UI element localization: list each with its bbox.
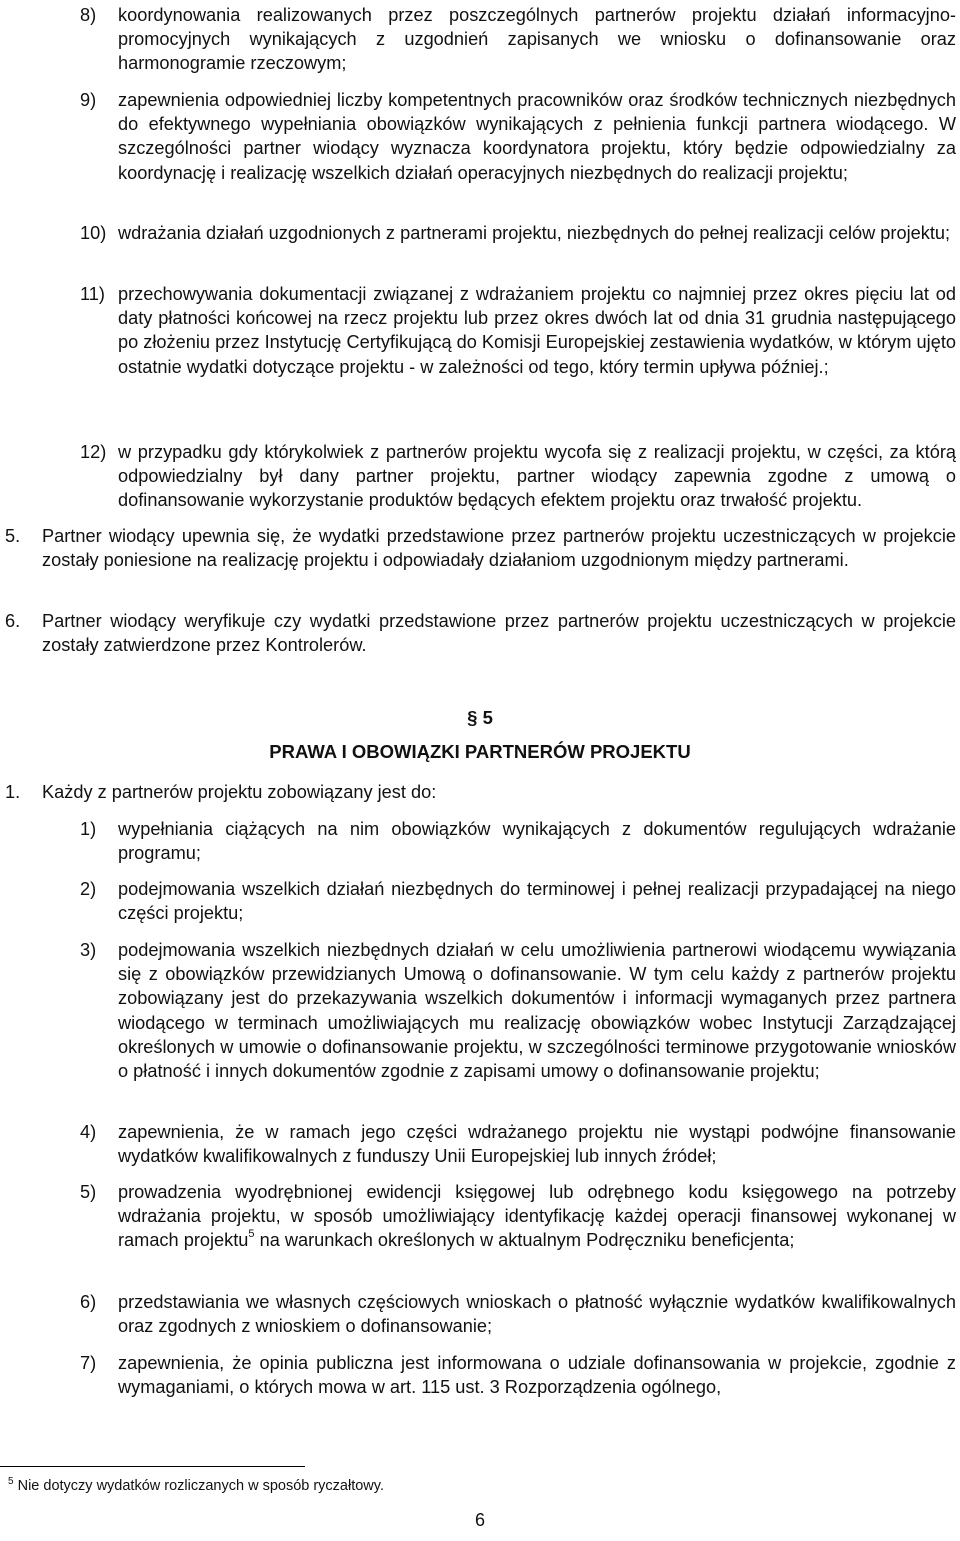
item-text: podejmowania wszelkich działań niezbędnych do terminowej i pełnej realizacji przypadającej na niego części projektu; [118,879,956,924]
numbered-paragraph [5,780,956,804]
list-item [80,88,956,185]
item-number: 11) [80,284,105,304]
item-text: wypełniania ciążących na nim obowiązków wynikających z dokumentów regulujących wdrażanie programu; [118,819,956,864]
footnote-separator [0,1466,305,1467]
item-text: zapewnienia, że opinia publiczna jest informowana o udziale dofinansowania w projekcie, zgodnie z wymaganiami, o których mowa w art. 115 ust. 3 Rozporządzenia ogólnego, [118,1353,956,1398]
paragraph-number: 5. [5,526,21,546]
item-number: 4) [80,1122,97,1142]
section-title: PRAWA I OBOWIĄZKI PARTNERÓW PROJEKTU [269,741,691,762]
footnote [8,1476,384,1494]
list-item [80,938,956,1083]
item-text: zapewnienia, że w ramach jego części wdrażanego projektu nie wystąpi podwójne finansowanie wydatków kwalifikowalnych z funduszy Unii Europejskiej lub innych źródeł; [118,1122,956,1167]
list-item [80,817,956,865]
item-number: 6) [80,1292,97,1312]
list-item [80,1290,956,1338]
item-number: 3) [80,940,97,960]
item-text-part: prowadzenia wyodrębnionej ewidencji księgowej lub odrębnego kodu księgowego na potrzeby wdrażania projektu, w sposób umożliwiający identyfikację każdej operacji finansowej wykonanej w ramach projektu [118,1182,956,1251]
footnote-text: Nie dotyczy wydatków rozliczanych w sposób ryczałtowy. [17,1477,384,1494]
footnote-number: 5 [8,1476,14,1487]
numbered-paragraph [5,524,956,572]
item-text: w przypadku gdy którykolwiek z partnerów projektu wycofa się z realizacji projektu, w części, za którą odpowiedzialny był dany partner projektu, partner wiodący zapewnia zgodne z umową o dofinansowanie wykorzystanie produktów będących efektem projektu oraz trwałość projektu. [118,442,956,511]
list-item [80,282,956,379]
item-text: wdrażania działań uzgodnionych z partnerami projektu, niezbędnych do pełnej realizacji celów projektu; [118,223,951,243]
list-item [80,440,956,513]
footnote-ref: 5 [248,1228,255,1241]
paragraph-text: Partner wiodący weryfikuje czy wydatki przedstawione przez partnerów projektu uczestniczących w projekcie zostały zatwierdzone przez Kontrolerów. [42,611,956,656]
paragraph-number: 6. [5,611,21,631]
item-number: 8) [80,5,97,25]
page-number: 6 [474,1510,485,1530]
item-text-part: na warunkach określonych w aktualnym Podręczniku beneficjenta; [254,1230,795,1251]
list-item [80,3,956,76]
list-item [80,1180,956,1253]
item-text: przechowywania dokumentacji związanej z wdrażaniem projektu co najmniej przez okres pięciu lat od daty płatności końcowej na rzecz projektu lub przez okres dwóch lat od dnia 31 grudnia następującego po złożeniu przez Instytucję Certyfikującą do Komisji Europejskiej zestawienia wydatków, w którym ujęto ostatnie wydatki dotyczące projektu - w zależności od tego, który termin upływa później.; [118,284,957,377]
item-number: 5) [80,1182,97,1202]
list-item [80,877,956,925]
item-text: zapewnienia odpowiedniej liczby kompetentnych pracowników oraz środków technicznych niezbędnych do efektywnego wypełniania obowiązków wynikających z pełnienia funkcji partnera wiodącego. W szczególności partner wiodący wyznacza koordynatora projektu, który będzie odpowiedzialny za koordynację i realizację wszelkich działań operacyjnych niezbędnych do realizacji projektu; [118,90,956,183]
list-item [80,1120,956,1168]
item-number: 10) [80,223,107,243]
item-number: 2) [80,879,97,899]
item-number: 12) [80,442,107,462]
item-text [118,1180,956,1253]
paragraph-text: Każdy z partnerów projektu zobowiązany jest do: [42,782,437,802]
item-number: 7) [80,1353,97,1373]
item-text: koordynowania realizowanych przez poszczególnych partnerów projektu działań informacyjno-promocyjnych wynikających z uzgodnień zapisanych we wniosku o dofinansowanie oraz harmonogramie rzeczowym; [118,5,956,74]
paragraph-text: Partner wiodący upewnia się, że wydatki przedstawione przez partnerów projektu uczestniczących w projekcie zostały poniesione na realizację projektu i odpowiadały działaniom uzgodnionym między partnerami. [42,526,956,571]
item-number: 9) [80,90,97,110]
section-symbol: § 5 [467,707,493,728]
list-item [80,1351,956,1399]
numbered-paragraph [5,609,956,657]
item-number: 1) [80,819,97,839]
list-item [80,221,956,245]
item-text: przedstawiania we własnych częściowych wnioskach o płatność wyłącznie wydatków kwalifikowalnych oraz zgodnych z wnioskiem o dofinansowanie; [118,1292,956,1337]
item-text: podejmowania wszelkich niezbędnych działań w celu umożliwienia partnerowi wiodącemu wywiązania się z obowiązków przewidzianych Umową o dofinansowanie. W tym celu każdy z partnerów projektu zobowiązany jest do przekazywania wszelkich dokumentów i informacji wymaganych przez partnera wiodącego w terminach umożliwiających mu realizację obowiązków wobec Instytucji Zarządzającej określonych w umowie o dofinansowanie projektu, w szczególności terminowe przygotowanie wniosków o płatność i innych dokumentów zgodnie z zapisami umowy o dofinansowanie projektu; [118,940,956,1082]
paragraph-number: 1. [5,782,21,802]
